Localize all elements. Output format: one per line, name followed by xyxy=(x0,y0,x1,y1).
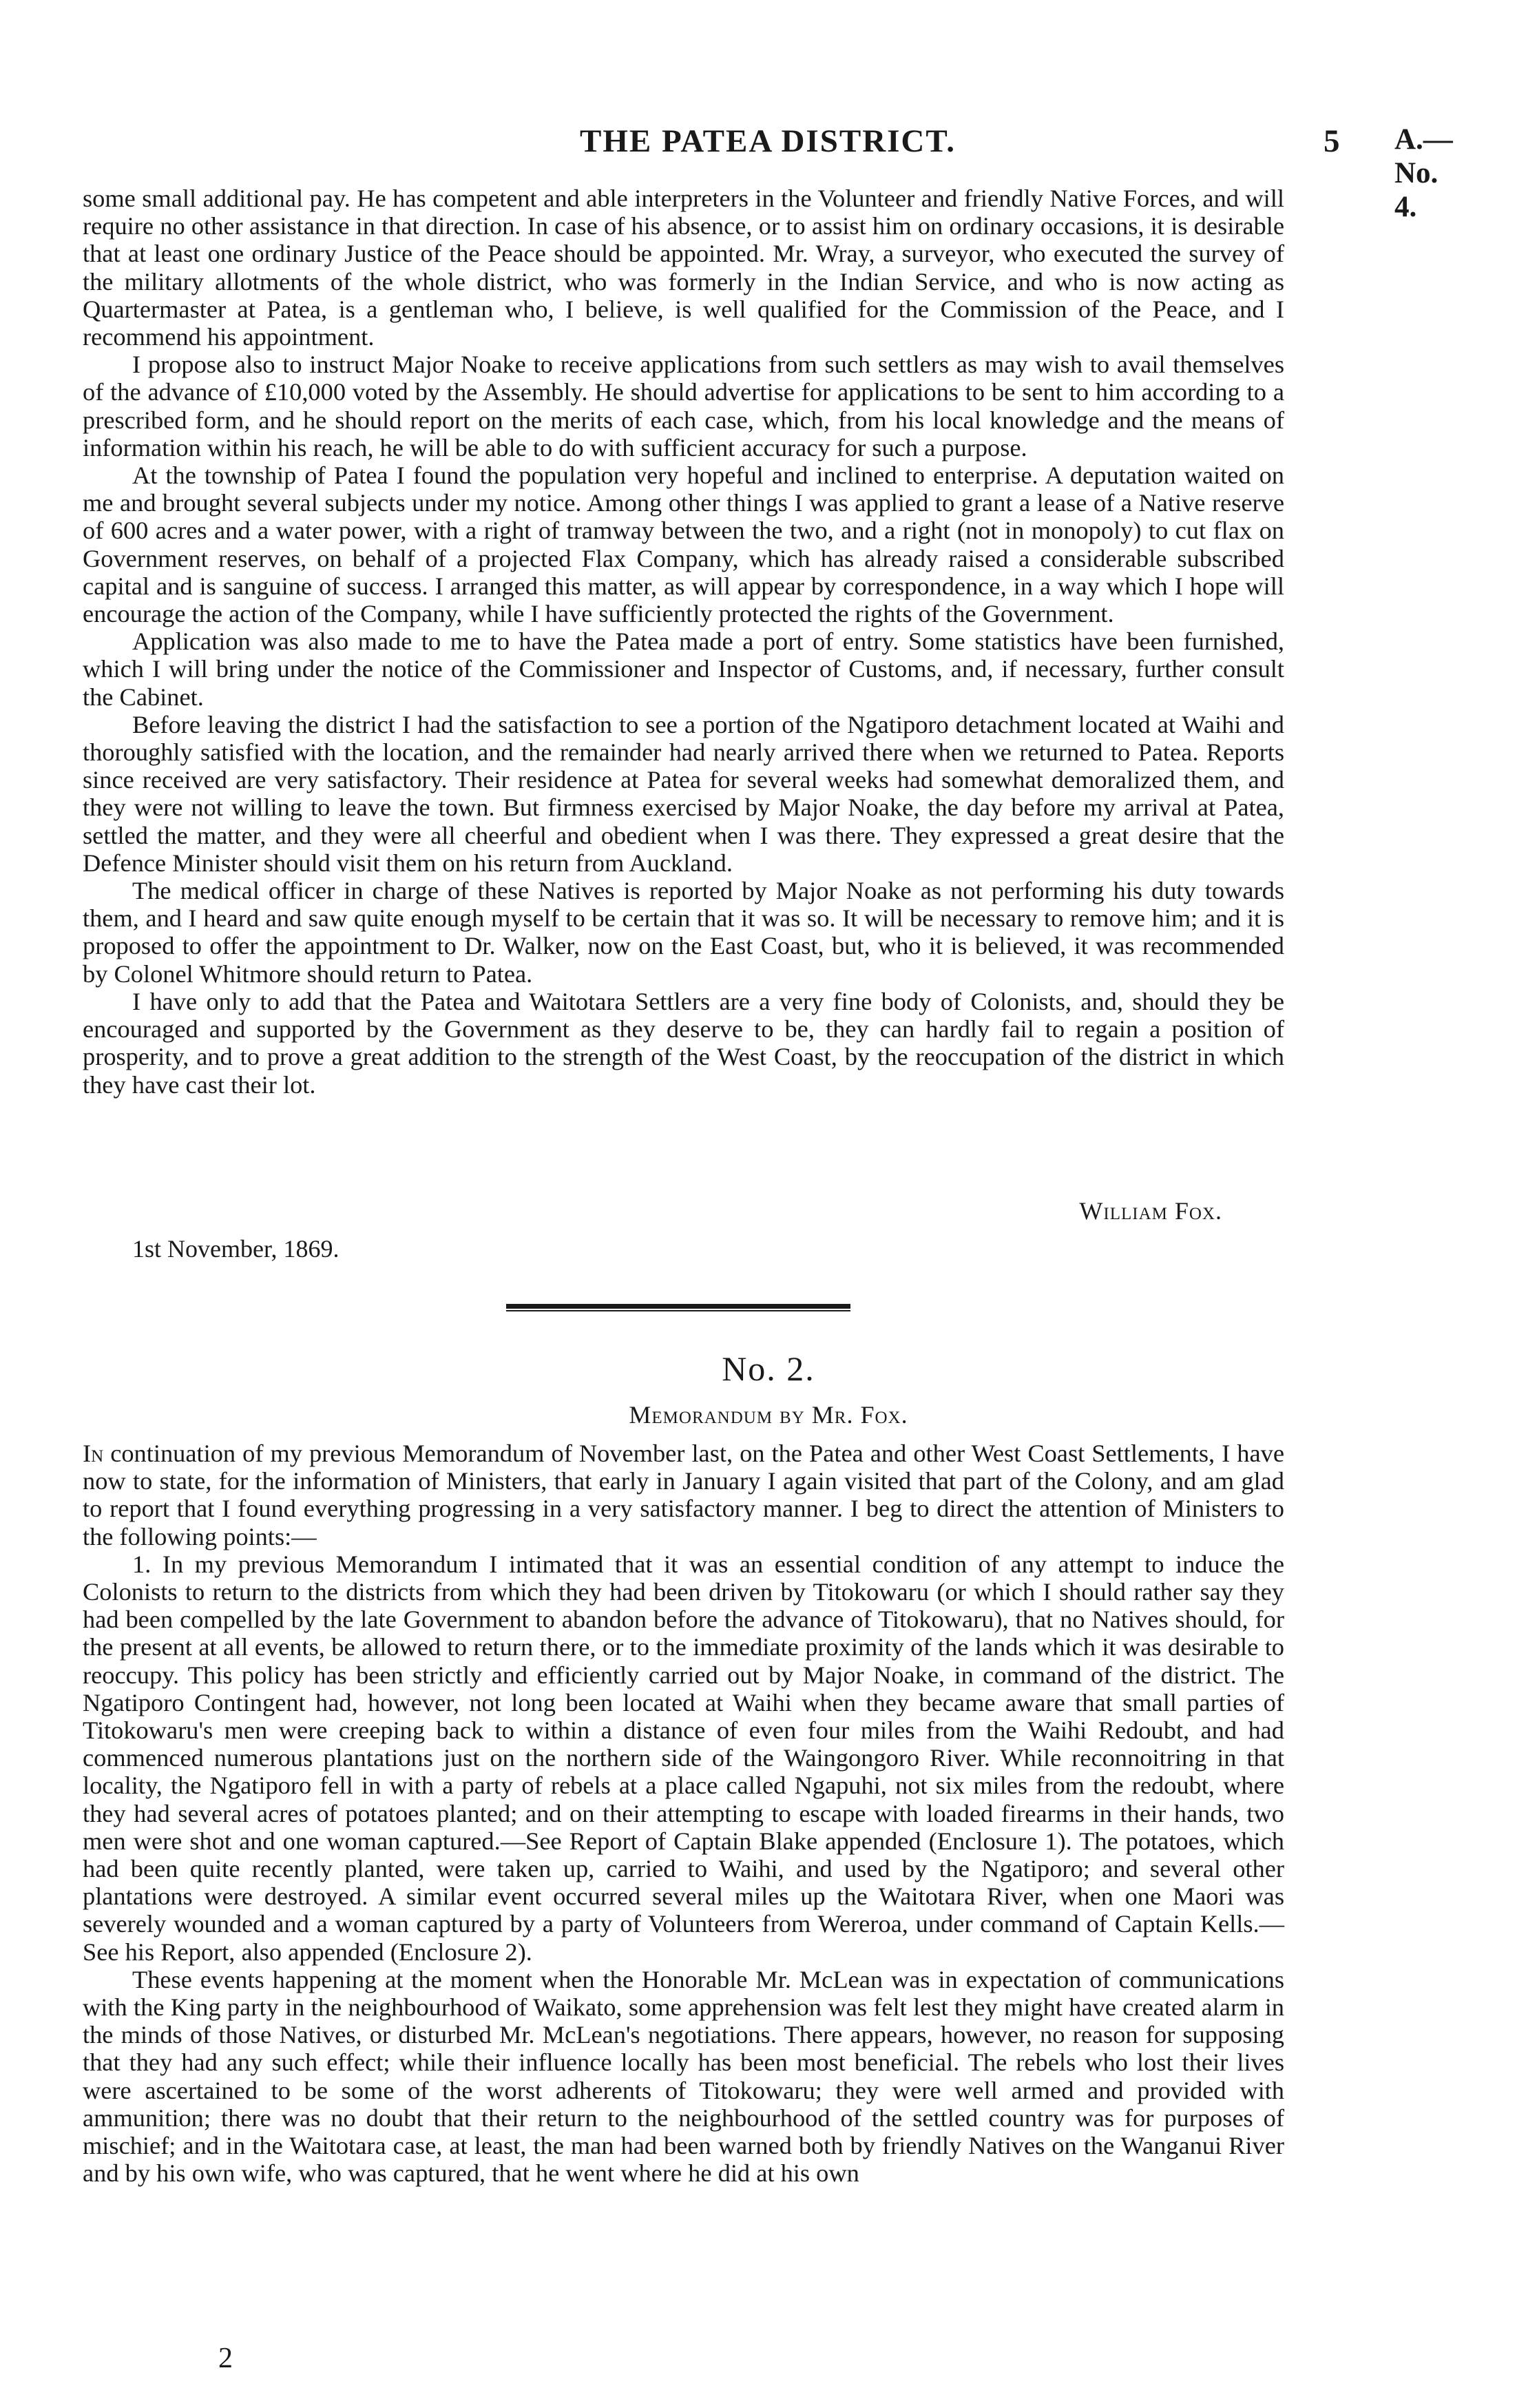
section1-paragraph-1: some small additional pay. He has competent and able interpreters in the Volunteer and friendly Native Forces, and will require no other assistance in that direction. In case of his absence, or to assist him on ordinary occasions, it is desirable that at least one ordinary Justice of the Peace should be appointed. Mr. Wray, a surveyor, who executed the survey of the military allotments of the whole district, who was formerly in the Indian Service, and who is now acting as Quartermaster at Patea, is a gentleman who, I believe, is well qualified for the Commission of the Peace, and I recommend his appointment. xyxy=(83,185,1284,351)
page-number: 5 xyxy=(1324,123,1340,159)
section1-paragraph-3: At the township of Patea I found the population very hopeful and inclined to enterprise. A deputation waited on me and brought several subjects under my notice. Among other things I was applied to grant a lease of a Native reserve of 600 acres and a water power, with a right of tramway between the two, and a right (not in monopoly) to cut flax on Government reserves, on behalf of a projected Flax Company, which has already raised a considerable subscribed capital and is sanguine of success. I arranged this matter, as will appear by correspondence, in a way which I hope will encourage the action of the Company, while I have sufficiently protected the rights of the Government. xyxy=(83,461,1284,628)
printer-signature-mark: 2 xyxy=(218,2343,233,2374)
section2-paragraph-3: These events happening at the moment when the Honorable Mr. McLean was in expectation of communications with the King party in the neighbourhood of Waikato, some apprehension was felt lest they might have created alarm in the minds of those Natives, or disturbed Mr. McLean's negotiations. There appears, however, no reason for supposing that they had any such effect; while their influence locally has been most beneficial. The rebels who lost their lives were ascertained to be some of the worst adherents of Titokowaru; they were well armed and provided with ammunition; there was no doubt that their return to the neighbourhood of the settled country was for purposes of mischief; and in the Waitotara case, at least, the man had been warned both by friendly Natives on the Wanganui River and by his own wife, who was captured, that he went where he did at his own xyxy=(83,1965,1284,2188)
section2-paragraph-1-text: continuation of my previous Memorandum of November last, on the Patea and other West Coast Settlements, I have now to state, for the information of Ministers, that early in January I again visited that part of the Colony, and am glad to report that I found everything progressing in a very satisfactory manner. I beg to direct the attention of Ministers to the following points:— xyxy=(83,1440,1284,1550)
document-reference: A.—No. 4. xyxy=(1394,123,1453,223)
section1-body xyxy=(83,185,1284,1099)
section1-paragraph-4: Application was also made to me to have the Patea made a port of entry. Some statistics have been furnished, which I will bring under the notice of the Commissioner and Inspector of Customs, and, if necessary, further consult the Cabinet. xyxy=(83,627,1284,711)
signature-block xyxy=(83,1196,1284,1265)
section-divider xyxy=(506,1304,850,1309)
memo-heading: Memorandum by Mr. Fox. xyxy=(629,1401,908,1429)
section2-paragraph-1 xyxy=(83,1440,1284,1550)
section2-body xyxy=(83,1440,1284,2187)
signature: William Fox. xyxy=(1079,1197,1222,1225)
page-title: THE PATEA DISTRICT. xyxy=(580,123,956,159)
running-head xyxy=(83,123,1453,223)
section1-paragraph-6: The medical officer in charge of these Natives is reported by Major Noake as not performing his duty towards them, and I heard and saw quite enough myself to be certain that it was so. It will be necessary to remove him; and it is proposed to offer the appointment to Dr. Walker, now on the East Coast, but, who it is believed, it was recommended by Colonel Whitmore should return to Patea. xyxy=(83,877,1284,988)
date-line: 1st November, 1869. xyxy=(132,1235,339,1263)
document-number: No. 2. xyxy=(722,1349,815,1388)
lead-word: In xyxy=(83,1440,104,1467)
section1-paragraph-7: I have only to add that the Patea and Waitotara Settlers are a very fine body of Colonists, and, should they be encouraged and supported by the Government as they deserve to be, they can hardly fail to regain a position of prosperity, and to prove a great addition to the strength of the West Coast, by the reoccupation of the district in which they have cast their lot. xyxy=(83,987,1284,1099)
section2-paragraph-2: 1. In my previous Memorandum I intimated that it was an essential condition of any attempt to induce the Colonists to return to the districts from which they had been driven by Titokowaru (or which I should rather say they had been compelled by the late Government to abandon before the advance of Titokowaru), that no Natives should, for the present at all events, be allowed to return there, or to the immediate proximity of the lands which it was desirable to reoccupy. This policy has been strictly and efficiently carried out by Major Noake, in command of the district. The Ngatiporo Contingent had, however, not long been located at Waihi when they became aware that small parties of Titokowaru's men were creeping back to within a distance of even four miles from the Waihi Redoubt, and had commenced numerous plantations just on the northern side of the Waingongoro River. While reconnoitring in that locality, the Ngatiporo fell in with a party of rebels at a place called Ngapuhi, not six miles from the redoubt, where they had several acres of potatoes planted; and on their attempting to escape with loaded firearms in their hands, two men were shot and one woman captured.—See Report of Captain Blake appended (Enclosure 1). The potatoes, which had been quite recently planted, were taken up, carried to Waihi, and used by the Ngatiporo; and several other plantations were destroyed. A similar event occurred several miles up the Waitotara River, when one Maori was severely wounded and a woman captured by a party of Volunteers from Wereroa, under command of Captain Kells.—See his Report, also appended (Enclosure 2). xyxy=(83,1550,1284,1966)
section1-paragraph-2: I propose also to instruct Major Noake to receive applications from such settlers as may wish to avail themselves of the advance of £10,000 voted by the Assembly. He should advertise for applications to be sent to him according to a prescribed form, and he should report on the merits of each case, which, from his local knowledge and the means of information within his reach, he will be able to do with sufficient accuracy for such a purpose. xyxy=(83,351,1284,461)
section1-paragraph-5: Before leaving the district I had the satisfaction to see a portion of the Ngatiporo detachment located at Waihi and thoroughly satisfied with the location, and the remainder had nearly arrived there when we returned to Patea. Reports since received are very satisfactory. Their residence at Patea for several weeks had somewhat demoralized them, and they were not willing to leave the town. But firmness exercised by Major Noake, the day before my arrival at Patea, settled the matter, and they were all cheerful and obedient when I was there. They expressed a great desire that the Defence Minister should visit them on his return from Auckland. xyxy=(83,710,1284,877)
